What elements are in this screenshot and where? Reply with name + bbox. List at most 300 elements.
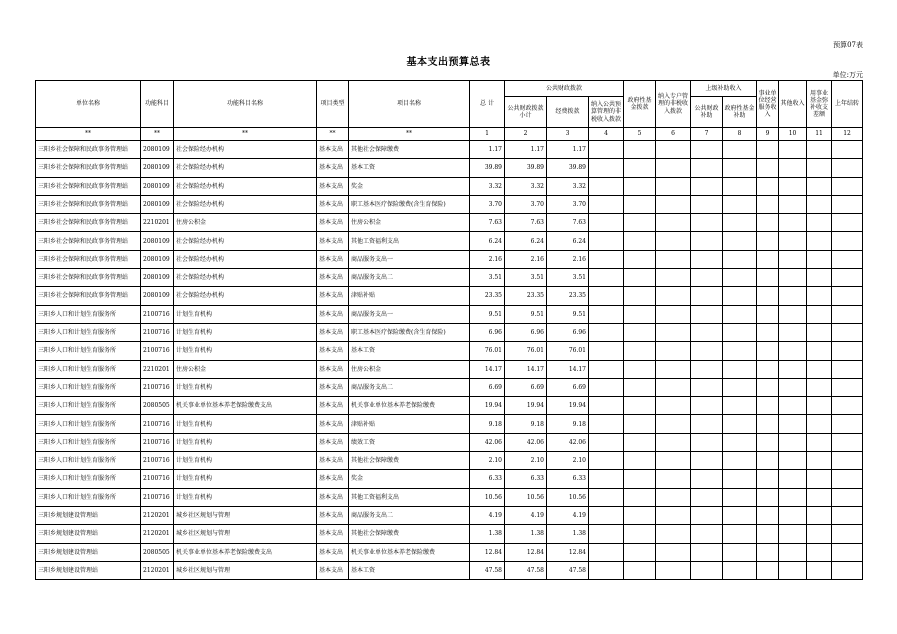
cell-empty <box>779 287 807 305</box>
cell-type: 基本支出 <box>317 269 349 287</box>
cell-total: 12.84 <box>470 543 505 561</box>
cell-empty <box>723 195 757 213</box>
cell-empty <box>779 433 807 451</box>
cell-op: 2.10 <box>547 452 589 470</box>
cell-empty <box>656 378 691 396</box>
cell-empty <box>624 141 656 159</box>
cell-empty <box>589 470 624 488</box>
cell-empty <box>807 342 832 360</box>
cell-item: 基本工资 <box>349 342 470 360</box>
table-row <box>36 195 863 213</box>
cell-empty <box>832 250 863 268</box>
cell-code: 2100716 <box>141 305 174 323</box>
cell-empty <box>723 159 757 177</box>
cell-type: 基本支出 <box>317 506 349 524</box>
cell-empty <box>832 561 863 579</box>
cell-type: 基本支出 <box>317 452 349 470</box>
cell-empty <box>691 214 723 232</box>
cell-unit: 三阳乡社会保障和民政事务管理站 <box>36 214 141 232</box>
cell-empty <box>807 177 832 195</box>
cell-empty <box>757 397 779 415</box>
cell-empty <box>723 415 757 433</box>
cell-empty <box>832 506 863 524</box>
cell-fname: 计划生育机构 <box>174 415 317 433</box>
cell-empty <box>656 543 691 561</box>
cell-unit: 三阳乡社会保障和民政事务管理站 <box>36 195 141 213</box>
header-upper-fund: 政府性基金补助 <box>723 97 757 128</box>
cell-empty <box>589 433 624 451</box>
cell-empty <box>832 378 863 396</box>
cell-empty <box>723 214 757 232</box>
cell-item: 其他工资福利支出 <box>349 232 470 250</box>
cell-code: 2080109 <box>141 141 174 159</box>
cell-op: 6.24 <box>547 232 589 250</box>
table-row <box>36 159 863 177</box>
cell-total: 3.32 <box>470 177 505 195</box>
cell-empty <box>589 323 624 341</box>
cell-unit: 三阳乡社会保障和民政事务管理站 <box>36 250 141 268</box>
index-cell: 3 <box>547 128 589 141</box>
cell-empty <box>807 433 832 451</box>
cell-item: 津贴补贴 <box>349 287 470 305</box>
cell-unit: 三阳乡人口和计划生育服务所 <box>36 360 141 378</box>
cell-empty <box>723 488 757 506</box>
cell-type: 基本支出 <box>317 488 349 506</box>
cell-empty <box>589 415 624 433</box>
cell-code: 2080109 <box>141 177 174 195</box>
cell-empty <box>757 159 779 177</box>
cell-empty <box>779 525 807 543</box>
cell-empty <box>807 415 832 433</box>
cell-empty <box>832 195 863 213</box>
cell-total: 3.51 <box>470 269 505 287</box>
cell-code: 2100716 <box>141 342 174 360</box>
cell-empty <box>723 323 757 341</box>
table-row <box>36 232 863 250</box>
cell-sub: 10.56 <box>505 488 547 506</box>
cell-empty <box>807 488 832 506</box>
cell-total: 23.35 <box>470 287 505 305</box>
cell-empty <box>656 397 691 415</box>
cell-type: 基本支出 <box>317 232 349 250</box>
cell-total: 42.06 <box>470 433 505 451</box>
cell-empty <box>624 506 656 524</box>
cell-empty <box>779 397 807 415</box>
cell-total: 39.89 <box>470 159 505 177</box>
cell-empty <box>624 488 656 506</box>
cell-fname: 社会保险经办机构 <box>174 177 317 195</box>
cell-op: 12.84 <box>547 543 589 561</box>
cell-total: 2.16 <box>470 250 505 268</box>
cell-fname: 机关事业单位基本养老保险缴费支出 <box>174 543 317 561</box>
cell-item: 职工基本医疗保险缴费(含生育保险) <box>349 323 470 341</box>
cell-empty <box>589 214 624 232</box>
cell-sub: 2.10 <box>505 452 547 470</box>
cell-code: 2080109 <box>141 195 174 213</box>
cell-sub: 6.33 <box>505 470 547 488</box>
cell-empty <box>691 342 723 360</box>
cell-empty <box>589 506 624 524</box>
cell-code: 2080109 <box>141 287 174 305</box>
cell-empty <box>832 543 863 561</box>
cell-unit: 三阳乡人口和计划生育服务所 <box>36 397 141 415</box>
cell-empty <box>589 525 624 543</box>
cell-item: 机关事业单位基本养老保险缴费 <box>349 543 470 561</box>
cell-sub: 3.70 <box>505 195 547 213</box>
cell-unit: 三阳乡社会保障和民政事务管理站 <box>36 287 141 305</box>
cell-empty <box>624 177 656 195</box>
cell-empty <box>624 195 656 213</box>
cell-empty <box>723 525 757 543</box>
cell-empty <box>656 506 691 524</box>
cell-empty <box>624 433 656 451</box>
cell-sub: 39.89 <box>505 159 547 177</box>
cell-op: 6.33 <box>547 470 589 488</box>
cell-item: 商品服务支出一 <box>349 305 470 323</box>
cell-empty <box>589 488 624 506</box>
cell-sub: 9.18 <box>505 415 547 433</box>
header-item-name: 项目名称 <box>349 81 470 128</box>
cell-empty <box>757 177 779 195</box>
cell-empty <box>807 397 832 415</box>
cell-empty <box>832 415 863 433</box>
cell-type: 基本支出 <box>317 378 349 396</box>
cell-op: 9.18 <box>547 415 589 433</box>
cell-empty <box>807 360 832 378</box>
cell-empty <box>624 342 656 360</box>
cell-total: 6.24 <box>470 232 505 250</box>
cell-empty <box>624 543 656 561</box>
cell-type: 基本支出 <box>317 360 349 378</box>
cell-type: 基本支出 <box>317 177 349 195</box>
cell-empty <box>723 232 757 250</box>
budget-table <box>35 80 863 580</box>
cell-op: 7.63 <box>547 214 589 232</box>
cell-empty <box>807 250 832 268</box>
cell-code: 2100716 <box>141 452 174 470</box>
cell-type: 基本支出 <box>317 159 349 177</box>
cell-unit: 三阳乡规划建设管理站 <box>36 525 141 543</box>
cell-empty <box>624 452 656 470</box>
cell-empty <box>723 305 757 323</box>
cell-empty <box>757 488 779 506</box>
cell-empty <box>832 360 863 378</box>
cell-empty <box>656 214 691 232</box>
cell-empty <box>589 287 624 305</box>
cell-empty <box>757 195 779 213</box>
cell-empty <box>691 323 723 341</box>
cell-code: 2210201 <box>141 360 174 378</box>
table-row <box>36 415 863 433</box>
cell-type: 基本支出 <box>317 287 349 305</box>
cell-empty <box>779 543 807 561</box>
cell-empty <box>757 287 779 305</box>
cell-unit: 三阳乡人口和计划生育服务所 <box>36 305 141 323</box>
cell-empty <box>624 305 656 323</box>
cell-fname: 社会保险经办机构 <box>174 250 317 268</box>
table-row <box>36 250 863 268</box>
header-unit-name: 单位名称 <box>36 81 141 128</box>
cell-empty <box>723 397 757 415</box>
cell-empty <box>691 269 723 287</box>
cell-empty <box>779 488 807 506</box>
index-cell: ** <box>174 128 317 141</box>
header-institution-income: 事业单位经营服务收入 <box>757 81 779 128</box>
cell-empty <box>691 397 723 415</box>
cell-item: 商品服务支出二 <box>349 269 470 287</box>
cell-code: 2120201 <box>141 506 174 524</box>
cell-empty <box>624 360 656 378</box>
unit-label: 单位:万元 <box>832 71 863 79</box>
cell-op: 6.96 <box>547 323 589 341</box>
cell-empty <box>691 470 723 488</box>
cell-type: 基本支出 <box>317 543 349 561</box>
cell-empty <box>656 323 691 341</box>
table-row <box>36 360 863 378</box>
cell-total: 1.38 <box>470 525 505 543</box>
cell-empty <box>723 561 757 579</box>
cell-empty <box>779 323 807 341</box>
cell-unit: 三阳乡人口和计划生育服务所 <box>36 378 141 396</box>
cell-empty <box>723 342 757 360</box>
cell-empty <box>656 287 691 305</box>
cell-empty <box>691 159 723 177</box>
cell-sub: 42.06 <box>505 433 547 451</box>
cell-empty <box>807 506 832 524</box>
cell-empty <box>624 232 656 250</box>
cell-item: 其他社会保障缴费 <box>349 525 470 543</box>
cell-op: 10.56 <box>547 488 589 506</box>
cell-item: 商品服务支出一 <box>349 250 470 268</box>
table-row <box>36 378 863 396</box>
header-carryover: 上年结转 <box>832 81 863 128</box>
cell-empty <box>832 452 863 470</box>
header-upper-public: 公共财政补助 <box>691 97 723 128</box>
cell-fname: 计划生育机构 <box>174 470 317 488</box>
cell-type: 基本支出 <box>317 397 349 415</box>
cell-empty <box>589 269 624 287</box>
cell-empty <box>691 177 723 195</box>
cell-unit: 三阳乡社会保障和民政事务管理站 <box>36 141 141 159</box>
index-cell: 11 <box>807 128 832 141</box>
cell-total: 2.10 <box>470 452 505 470</box>
cell-op: 3.32 <box>547 177 589 195</box>
cell-empty <box>589 177 624 195</box>
cell-fname: 社会保险经办机构 <box>174 141 317 159</box>
cell-empty <box>832 525 863 543</box>
cell-empty <box>723 360 757 378</box>
cell-type: 基本支出 <box>317 214 349 232</box>
table-row <box>36 269 863 287</box>
cell-fname: 计划生育机构 <box>174 342 317 360</box>
cell-op: 76.01 <box>547 342 589 360</box>
cell-fname: 社会保险经办机构 <box>174 232 317 250</box>
cell-type: 基本支出 <box>317 415 349 433</box>
cell-empty <box>589 397 624 415</box>
cell-empty <box>589 305 624 323</box>
header-func-code: 功能科目 <box>141 81 174 128</box>
cell-total: 6.96 <box>470 323 505 341</box>
header-upper-subsidy: 上级补助收入 <box>691 81 757 97</box>
cell-op: 47.58 <box>547 561 589 579</box>
table-row <box>36 488 863 506</box>
cell-empty <box>624 323 656 341</box>
table-row <box>36 452 863 470</box>
cell-empty <box>656 342 691 360</box>
table-row <box>36 543 863 561</box>
table-row <box>36 141 863 159</box>
cell-empty <box>757 305 779 323</box>
cell-empty <box>757 561 779 579</box>
cell-empty <box>656 433 691 451</box>
cell-empty <box>757 525 779 543</box>
cell-item: 津贴补贴 <box>349 415 470 433</box>
cell-unit: 三阳乡社会保障和民政事务管理站 <box>36 177 141 195</box>
cell-empty <box>832 141 863 159</box>
cell-empty <box>691 305 723 323</box>
cell-op: 6.69 <box>547 378 589 396</box>
cell-empty <box>723 287 757 305</box>
cell-empty <box>656 452 691 470</box>
cell-empty <box>807 378 832 396</box>
cell-unit: 三阳乡人口和计划生育服务所 <box>36 342 141 360</box>
cell-empty <box>624 561 656 579</box>
cell-empty <box>624 397 656 415</box>
cell-empty <box>624 214 656 232</box>
cell-fname: 计划生育机构 <box>174 305 317 323</box>
cell-type: 基本支出 <box>317 561 349 579</box>
cell-empty <box>832 232 863 250</box>
cell-op: 39.89 <box>547 159 589 177</box>
cell-empty <box>624 525 656 543</box>
cell-empty <box>757 470 779 488</box>
index-cell: 10 <box>779 128 807 141</box>
cell-empty <box>757 452 779 470</box>
cell-empty <box>807 141 832 159</box>
cell-empty <box>832 342 863 360</box>
cell-empty <box>656 561 691 579</box>
table-row <box>36 525 863 543</box>
cell-sub: 7.63 <box>505 214 547 232</box>
cell-item: 绩效工资 <box>349 433 470 451</box>
cell-type: 基本支出 <box>317 305 349 323</box>
form-code: 预算07表 <box>833 41 863 49</box>
cell-empty <box>624 159 656 177</box>
cell-fname: 城乡社区规划与管理 <box>174 561 317 579</box>
cell-empty <box>723 177 757 195</box>
header-gov-fund: 政府性基金拨款 <box>624 81 656 128</box>
cell-empty <box>723 506 757 524</box>
cell-op: 3.70 <box>547 195 589 213</box>
cell-code: 2080505 <box>141 543 174 561</box>
cell-empty <box>589 342 624 360</box>
cell-empty <box>589 452 624 470</box>
cell-empty <box>757 543 779 561</box>
cell-op: 1.17 <box>547 141 589 159</box>
cell-code: 2100716 <box>141 470 174 488</box>
cell-unit: 三阳乡规划建设管理站 <box>36 506 141 524</box>
cell-unit: 三阳乡人口和计划生育服务所 <box>36 488 141 506</box>
cell-empty <box>656 525 691 543</box>
cell-item: 商品服务支出二 <box>349 506 470 524</box>
cell-empty <box>779 470 807 488</box>
cell-item: 机关事业单位基本养老保险缴费 <box>349 397 470 415</box>
cell-empty <box>656 159 691 177</box>
cell-code: 2080505 <box>141 397 174 415</box>
cell-code: 2080109 <box>141 232 174 250</box>
cell-empty <box>656 470 691 488</box>
cell-item: 基本工资 <box>349 561 470 579</box>
cell-empty <box>723 433 757 451</box>
cell-empty <box>757 323 779 341</box>
table-row <box>36 397 863 415</box>
cell-empty <box>723 378 757 396</box>
cell-empty <box>779 506 807 524</box>
cell-fname: 社会保险经办机构 <box>174 159 317 177</box>
header-total: 总 计 <box>470 81 505 128</box>
header-surplus: 用事业基金弥补收支差额 <box>807 81 832 128</box>
cell-empty <box>656 360 691 378</box>
cell-sub: 6.24 <box>505 232 547 250</box>
cell-code: 2100716 <box>141 488 174 506</box>
cell-empty <box>832 488 863 506</box>
index-cell: ** <box>36 128 141 141</box>
cell-empty <box>757 269 779 287</box>
cell-empty <box>656 177 691 195</box>
cell-type: 基本支出 <box>317 470 349 488</box>
cell-empty <box>832 470 863 488</box>
cell-unit: 三阳乡社会保障和民政事务管理站 <box>36 159 141 177</box>
cell-sub: 47.58 <box>505 561 547 579</box>
cell-empty <box>589 561 624 579</box>
cell-code: 2080109 <box>141 250 174 268</box>
cell-sub: 1.17 <box>505 141 547 159</box>
cell-sub: 6.96 <box>505 323 547 341</box>
cell-fname: 社会保险经办机构 <box>174 269 317 287</box>
cell-sub: 1.38 <box>505 525 547 543</box>
index-cell: 1 <box>470 128 505 141</box>
header-public-subtotal: 公共财政拨款小计 <box>505 97 547 128</box>
cell-op: 2.16 <box>547 250 589 268</box>
cell-sub: 3.32 <box>505 177 547 195</box>
cell-empty <box>589 195 624 213</box>
cell-empty <box>832 177 863 195</box>
cell-total: 14.17 <box>470 360 505 378</box>
cell-empty <box>691 488 723 506</box>
table-row <box>36 305 863 323</box>
cell-item: 其他社会保障缴费 <box>349 141 470 159</box>
index-cell: ** <box>349 128 470 141</box>
cell-empty <box>589 159 624 177</box>
header-special-nontax: 纳入专户管理的非税收入拨款 <box>656 81 691 128</box>
cell-sub: 4.19 <box>505 506 547 524</box>
cell-empty <box>832 159 863 177</box>
cell-empty <box>656 305 691 323</box>
cell-op: 14.17 <box>547 360 589 378</box>
cell-fname: 计划生育机构 <box>174 323 317 341</box>
cell-total: 4.19 <box>470 506 505 524</box>
cell-empty <box>757 342 779 360</box>
cell-code: 2120201 <box>141 525 174 543</box>
cell-empty <box>691 250 723 268</box>
cell-empty <box>832 269 863 287</box>
cell-unit: 三阳乡规划建设管理站 <box>36 543 141 561</box>
cell-total: 6.33 <box>470 470 505 488</box>
table-row <box>36 470 863 488</box>
cell-empty <box>832 397 863 415</box>
cell-empty <box>589 141 624 159</box>
cell-op: 19.94 <box>547 397 589 415</box>
